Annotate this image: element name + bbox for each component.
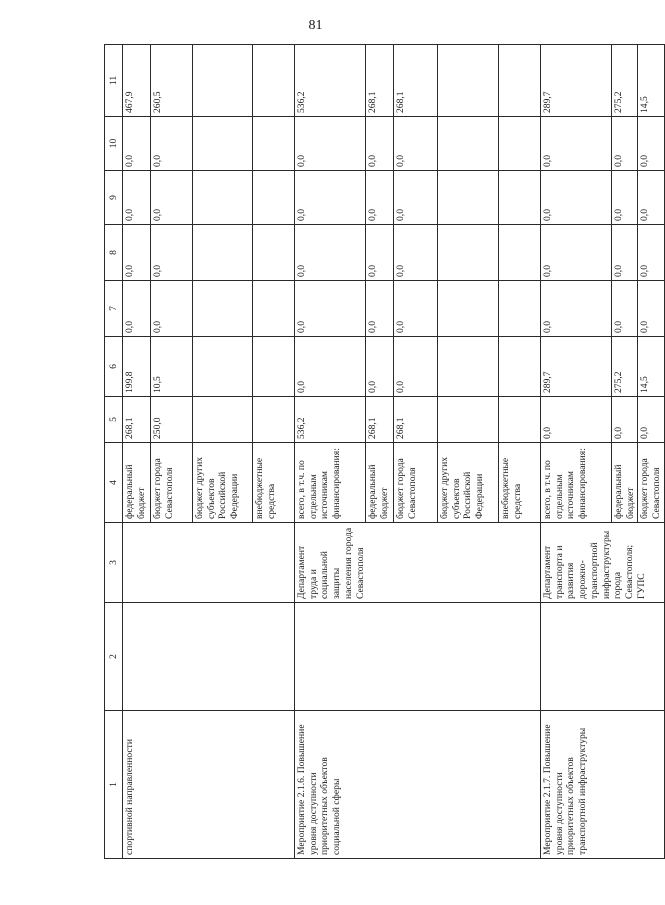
amount-cell: 0,0: [123, 117, 151, 171]
table-body: [123, 45, 665, 859]
header-cell: 8: [105, 225, 123, 281]
measure-name-cell: Мероприятие 2.1.6. Повышение уровня доступности приоритетных объектов социальной сферы: [295, 711, 541, 859]
amount-cell: 0,0: [612, 281, 638, 337]
amount-cell: [438, 171, 499, 225]
amount-cell: 289,7: [541, 45, 612, 117]
header-cell: 6: [105, 337, 123, 397]
amount-cell: 0,0: [123, 225, 151, 281]
header-cell: 11: [105, 45, 123, 117]
amount-cell: 0,0: [295, 171, 366, 225]
amount-cell: [438, 337, 499, 397]
funding-source-cell: бюджет города Севастополя: [638, 443, 664, 523]
amount-cell: 0,0: [612, 117, 638, 171]
header-cell: 4: [105, 443, 123, 523]
amount-cell: 0,0: [295, 225, 366, 281]
amount-cell: 0,0: [541, 225, 612, 281]
amount-cell: 0,0: [123, 281, 151, 337]
amount-cell: 0,0: [612, 225, 638, 281]
amount-cell: [253, 397, 295, 443]
amount-cell: 0,0: [541, 117, 612, 171]
amount-cell: 0,0: [541, 281, 612, 337]
amount-cell: [193, 171, 253, 225]
measure-name-cell: спортивной направленности: [123, 711, 295, 859]
amount-cell: 0,0: [151, 171, 193, 225]
amount-cell: 275,2: [612, 337, 638, 397]
amount-cell: 0,0: [295, 117, 366, 171]
executor-cell: Департамент труда и социальной защиты населения города Севастополя: [295, 523, 541, 603]
amount-cell: 467,9: [123, 45, 151, 117]
funding-source-cell: федеральный бюджет: [123, 443, 151, 523]
header-cell: 7: [105, 281, 123, 337]
table-row: [123, 45, 151, 859]
amount-cell: 0,0: [541, 397, 612, 443]
amount-cell: 0,0: [638, 397, 664, 443]
funding-source-cell: федеральный бюджет: [366, 443, 394, 523]
amount-cell: [253, 337, 295, 397]
amount-cell: [499, 117, 541, 171]
amount-cell: 0,0: [151, 281, 193, 337]
amount-cell: [438, 281, 499, 337]
amount-cell: 0,0: [394, 281, 438, 337]
amount-cell: [193, 337, 253, 397]
amount-cell: 0,0: [638, 171, 664, 225]
header-cell: 1: [105, 711, 123, 859]
amount-cell: 0,0: [638, 281, 664, 337]
amount-cell: 268,1: [366, 45, 394, 117]
amount-cell: 268,1: [394, 397, 438, 443]
amount-cell: 536,2: [295, 397, 366, 443]
amount-cell: 0,0: [394, 225, 438, 281]
measure-col2-cell: [295, 603, 541, 711]
amount-cell: 0,0: [638, 117, 664, 171]
amount-cell: [193, 225, 253, 281]
executor-cell: Департамент транспорта и развития дорожно-транспортной инфраструктуры города Севастополя; ГУПС: [541, 523, 665, 603]
amount-cell: [253, 281, 295, 337]
amount-cell: 268,1: [123, 397, 151, 443]
page-number: 81: [308, 18, 323, 33]
amount-cell: 0,0: [295, 281, 366, 337]
amount-cell: 10,5: [151, 337, 193, 397]
measure-col2-cell: [123, 603, 295, 711]
funding-source-cell: бюджет других субъектов Российской Федерации: [438, 443, 499, 523]
funding-source-cell: федеральный бюджет: [612, 443, 638, 523]
measure-col2-cell: [541, 603, 665, 711]
amount-cell: 250,0: [151, 397, 193, 443]
funding-source-cell: бюджет города Севастополя: [394, 443, 438, 523]
amount-cell: [499, 281, 541, 337]
amount-cell: 268,1: [394, 45, 438, 117]
amount-cell: [253, 45, 295, 117]
budget-table: [104, 44, 665, 859]
amount-cell: 0,0: [394, 337, 438, 397]
table-row: [541, 45, 612, 859]
funding-source-cell: бюджет города Севастополя: [151, 443, 193, 523]
table-row: [295, 45, 366, 859]
executor-cell: [123, 523, 295, 603]
funding-source-cell: внебюджетные средства: [253, 443, 295, 523]
header-cell: 3: [105, 523, 123, 603]
amount-cell: [438, 225, 499, 281]
amount-cell: [438, 397, 499, 443]
amount-cell: 268,1: [366, 397, 394, 443]
amount-cell: [499, 397, 541, 443]
amount-cell: 0,0: [541, 171, 612, 225]
amount-cell: 0,0: [612, 397, 638, 443]
amount-cell: [193, 45, 253, 117]
amount-cell: 14,5: [638, 45, 664, 117]
amount-cell: 0,0: [394, 117, 438, 171]
amount-cell: [193, 117, 253, 171]
funding-source-cell: всего, в т.ч. по отдельным источникам финансирования:: [541, 443, 612, 523]
table-header: [105, 45, 123, 859]
amount-cell: [253, 225, 295, 281]
amount-cell: 260,5: [151, 45, 193, 117]
amount-cell: [253, 117, 295, 171]
amount-cell: 536,2: [295, 45, 366, 117]
amount-cell: [438, 117, 499, 171]
amount-cell: 0,0: [123, 171, 151, 225]
funding-source-cell: внебюджетные средства: [499, 443, 541, 523]
amount-cell: [193, 397, 253, 443]
funding-source-cell: бюджет других субъектов Российской Федерации: [193, 443, 253, 523]
rotated-table-wrapper: [104, 45, 663, 859]
header-cell: 5: [105, 397, 123, 443]
header-cell: 10: [105, 117, 123, 171]
amount-cell: [193, 281, 253, 337]
amount-cell: 0,0: [295, 337, 366, 397]
funding-source-cell: всего, в т.ч. по отдельным источникам финансирования:: [295, 443, 366, 523]
amount-cell: [499, 45, 541, 117]
amount-cell: 275,2: [612, 45, 638, 117]
amount-cell: [499, 337, 541, 397]
amount-cell: 0,0: [151, 117, 193, 171]
amount-cell: 0,0: [366, 281, 394, 337]
amount-cell: [499, 171, 541, 225]
amount-cell: 0,0: [151, 225, 193, 281]
amount-cell: 0,0: [366, 117, 394, 171]
amount-cell: 199,8: [123, 337, 151, 397]
header-cell: 2: [105, 603, 123, 711]
amount-cell: 0,0: [366, 225, 394, 281]
measure-name-cell: Мероприятие 2.1.7. Повышение уровня доступности приоритетных объектов транспортной инфраструктуры: [541, 711, 665, 859]
header-cell: 9: [105, 171, 123, 225]
amount-cell: 14,5: [638, 337, 664, 397]
amount-cell: [499, 225, 541, 281]
amount-cell: 0,0: [638, 225, 664, 281]
amount-cell: [253, 171, 295, 225]
amount-cell: 0,0: [394, 171, 438, 225]
amount-cell: 0,0: [366, 171, 394, 225]
amount-cell: [438, 45, 499, 117]
amount-cell: 0,0: [612, 171, 638, 225]
amount-cell: 0,0: [366, 337, 394, 397]
amount-cell: 289,7: [541, 337, 612, 397]
